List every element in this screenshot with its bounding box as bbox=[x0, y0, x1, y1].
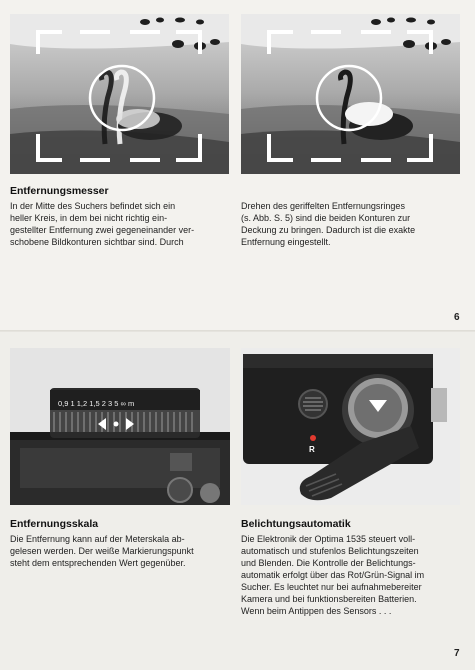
heading-entfernungsskala: Entfernungsskala bbox=[10, 518, 99, 530]
page-number-6: 6 bbox=[454, 312, 460, 323]
heading-entfernungsmesser: Entfernungsmesser bbox=[10, 185, 109, 197]
page-7 bbox=[0, 332, 475, 670]
page-6 bbox=[0, 0, 475, 332]
distance-scale-label: 0,9 1 1,2 1,5 2 3 5 ∞ m bbox=[58, 399, 135, 408]
text-column-2: Drehen des geriffelten Entfernungsringes (s. Abb. S. 5) sind die beiden Konturen zur Deckung zu bringen. Dadurch ist die exakte Entfernung eingestellt. bbox=[241, 201, 416, 247]
text-belichtungsautomatik: Die Elektronik der Optima 1535 steuert voll- automatisch und stufenlos Belichtungszeiten und Blenden. Die Kontrolle der Belichtungs- automatik erfolgt über das Rot/Grün-Signal im Sucher. Es leuchtet nur bei aufnahmebereiter Kamera und bei funktionsbereiten Batterien. Wenn beim Antippen des Sensors . . . bbox=[241, 534, 425, 616]
text-entfernungsskala: Die Entfernung kann auf der Meterskala ab- gelesen werden. Der weiße Markierungspunkt steht dem entsprechenden Wert gegenüber. bbox=[10, 534, 194, 568]
lens-distance-scale-photo bbox=[10, 348, 230, 505]
page-number-7: 7 bbox=[454, 648, 460, 659]
sensor-r-label: R bbox=[309, 445, 315, 454]
viewfinder-photo-aligned bbox=[241, 14, 460, 174]
heading-belichtungsautomatik: Belichtungsautomatik bbox=[241, 518, 351, 530]
text-column-1: In der Mitte des Suchers befindet sich ein heller Kreis, in dem bei nicht richtig ein- gestellter Entfernung zwei gegeneinander ver- schobene Bildkonturen sichtbar sind. Durch bbox=[10, 201, 195, 247]
shutter-sensor-photo bbox=[241, 348, 460, 505]
viewfinder-photo-offset bbox=[10, 14, 229, 174]
